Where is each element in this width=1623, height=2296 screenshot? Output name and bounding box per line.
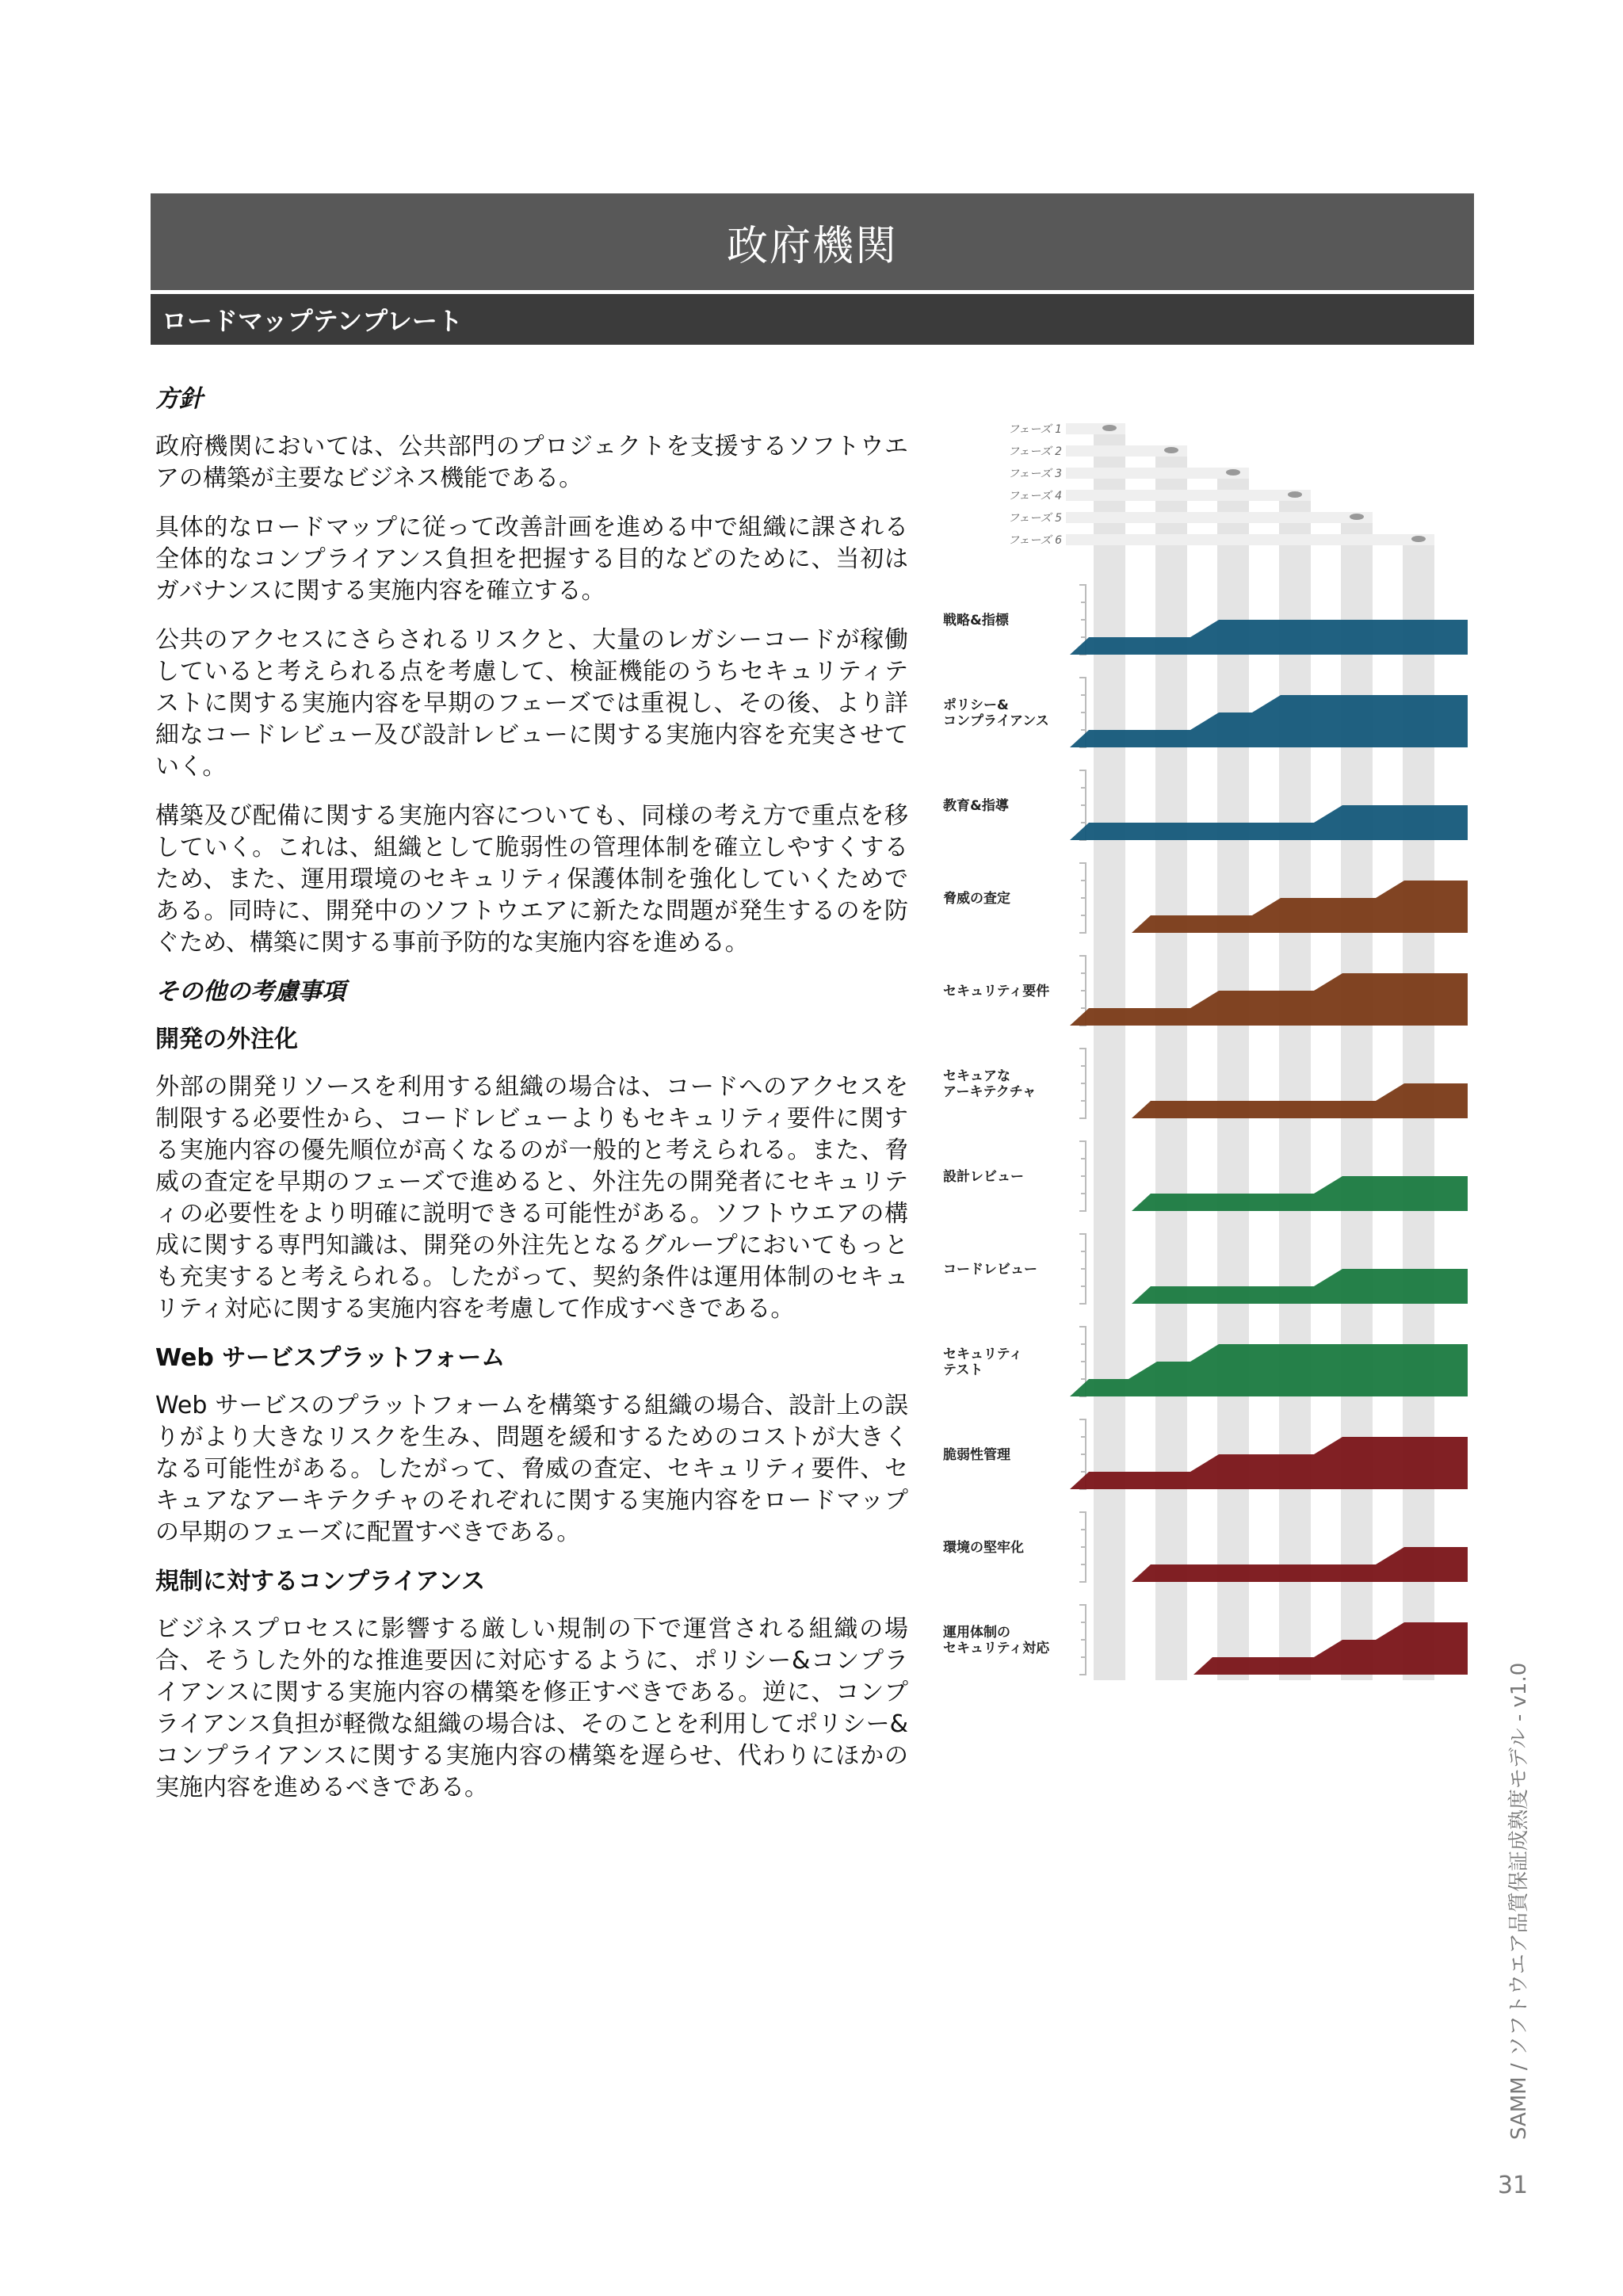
phase-marker-icon — [1411, 536, 1426, 542]
practice-label: セキュアな — [943, 1068, 1010, 1084]
phase-label: フェーズ 4 — [1008, 490, 1062, 502]
roadmap-chart — [935, 412, 1474, 1680]
paragraph: 構築及び配備に関する実施内容についても、同様の考え方で重点を移していく。これは、組織として脆弱性の管理体制を確立しやすくするため、また、運用環境のセキュリティ保護体制を強化していくためである。同時に、開発中のソフトウエアに新たな問題が発生するのを防ぐため、構築に関する事前予防的な実施内容を進める。 — [155, 802, 908, 957]
phase-label: フェーズ 1 — [1008, 423, 1062, 436]
practice-roadmap-area — [1070, 620, 1468, 655]
regulatory-heading: 規制に対するコンプライアンス — [155, 1568, 486, 1595]
paragraph: 外部の開発リソースを利用する組織の場合は、コードへのアクセスを制限する必要性から、コードレビューよりもセキュリティ要件に関する実施内容の優先順位が高くなるのが一般的と考えられる。また、脅威の査定を早期のフェーズで進めると、外注先の開発者にセキュリティの必要性をより明確に説明できる可能性がある。ソフトウエアの構成に関する専門知識は、開発の外注先となるグループにおいてもっとも充実すると考えられる。したがって、契約条件は運用体制のセキュリティ対応に関する実施内容を考慮して作成すべきである。 — [155, 1073, 908, 1323]
paragraph: Web サービスのプラットフォームを構築する組織の場合、設計上の誤りがより大きなリスクを生み、問題を緩和するためのコストが大きくなる可能性がある。したがって、脅威の査定、セキュリティ要件、セキュアなアーキテクチャのそれぞれに関する実施内容をロードマップの早期のフェーズに配置すべきである。 — [155, 1392, 908, 1546]
paragraph: 政府機関においては、公共部門のプロジェクトを支援するソフトウエアの構築が主要なビジネス機能である。 — [155, 433, 908, 492]
practice-label: アーキテクチャ — [943, 1084, 1037, 1100]
outsourcing-heading: 開発の外注化 — [155, 1026, 298, 1053]
phase-marker-icon — [1164, 447, 1178, 453]
practice-label: セキュリティ対応 — [943, 1641, 1050, 1656]
practice-roadmap-area — [1070, 695, 1468, 747]
phase-column — [1217, 477, 1249, 1680]
page-number: 31 — [1497, 2172, 1528, 2199]
page-title: 政府機関 — [151, 193, 1474, 290]
practice-label: 脆弱性管理 — [943, 1447, 1010, 1463]
side-footer: SAMM / ソフトウエア品質保証成熟度モデル - v1.0 — [1507, 1662, 1531, 2140]
phase-marker-icon — [1350, 514, 1364, 520]
phase-marker-icon — [1288, 491, 1302, 498]
phase-label: フェーズ 2 — [1008, 445, 1062, 458]
phase-marker-icon — [1226, 469, 1240, 476]
phase-label: フェーズ 3 — [1008, 468, 1062, 480]
practice-label: 脅威の査定 — [943, 891, 1010, 907]
phase-header-bar — [1066, 423, 1125, 434]
phase-header-bar — [1066, 534, 1434, 545]
body-text — [155, 384, 908, 1821]
section-subtitle: ロードマップテンプレート — [151, 294, 1474, 345]
practice-label: 環境の堅牢化 — [943, 1540, 1024, 1556]
practice-roadmap-area — [1070, 1437, 1468, 1489]
phase-marker-icon — [1102, 425, 1117, 431]
phase-column — [1094, 433, 1125, 1680]
phase-column — [1279, 499, 1311, 1680]
paragraph: ビジネスプロセスに影響する厳しい規制の下で運営される組織の場合、そうした外的な推進要因に対応するように、ポリシー&コンプライアンスに関する実施内容の構築を修正すべきである。逆に、コンプライアンス負担が軽微な組織の場合は、そのことを利用してポリシー&コンプライアンスに関する実施内容の構築を遅らせ、代わりにほかの実施内容を進めるべきである。 — [155, 1615, 908, 1801]
practice-label: テスト — [943, 1362, 983, 1378]
practice-label: セキュリティ — [943, 1347, 1023, 1362]
web-services-heading: Web サービスプラットフォーム — [155, 1344, 506, 1372]
phase-label: フェーズ 5 — [1008, 512, 1062, 525]
practice-label: 運用体制の — [943, 1625, 1010, 1641]
practice-label: セキュリティ要件 — [943, 984, 1050, 999]
practice-roadmap-area — [1070, 805, 1468, 840]
phase-label: フェーズ 6 — [1008, 534, 1062, 547]
policy-heading: 方針 — [155, 385, 203, 413]
practice-label: ポリシー& — [943, 697, 1009, 713]
practice-roadmap-area — [1070, 1344, 1468, 1396]
other-considerations-heading: その他の考慮事項 — [155, 978, 346, 1006]
practice-label: 教育&指導 — [943, 798, 1009, 814]
phase-header-bar — [1066, 512, 1373, 523]
phase-header-bar — [1066, 468, 1249, 479]
practice-label: 戦略&指標 — [943, 613, 1009, 628]
practice-label: コードレビュー — [943, 1262, 1037, 1278]
paragraph: 公共のアクセスにさらされるリスクと、大量のレガシーコードが稼働していると考えられる点を考慮して、検証機能のうちセキュリティテストに関する実施内容を早期のフェーズでは重視し、その後、より詳細なコードレビュー及び設計レビューに関する実施内容を充実させていく。 — [155, 626, 908, 781]
practice-label: 設計レビュー — [943, 1169, 1024, 1185]
practice-roadmap-area — [1070, 973, 1468, 1026]
practice-label: コンプライアンス — [943, 713, 1049, 729]
paragraph: 具体的なロードマップに従って改善計画を進める中で組織に課される全体的なコンプライアンス負担を把握する目的などのために、当初はガバナンスに関する実施内容を確立する。 — [155, 514, 908, 605]
phase-header-bar — [1066, 490, 1311, 501]
